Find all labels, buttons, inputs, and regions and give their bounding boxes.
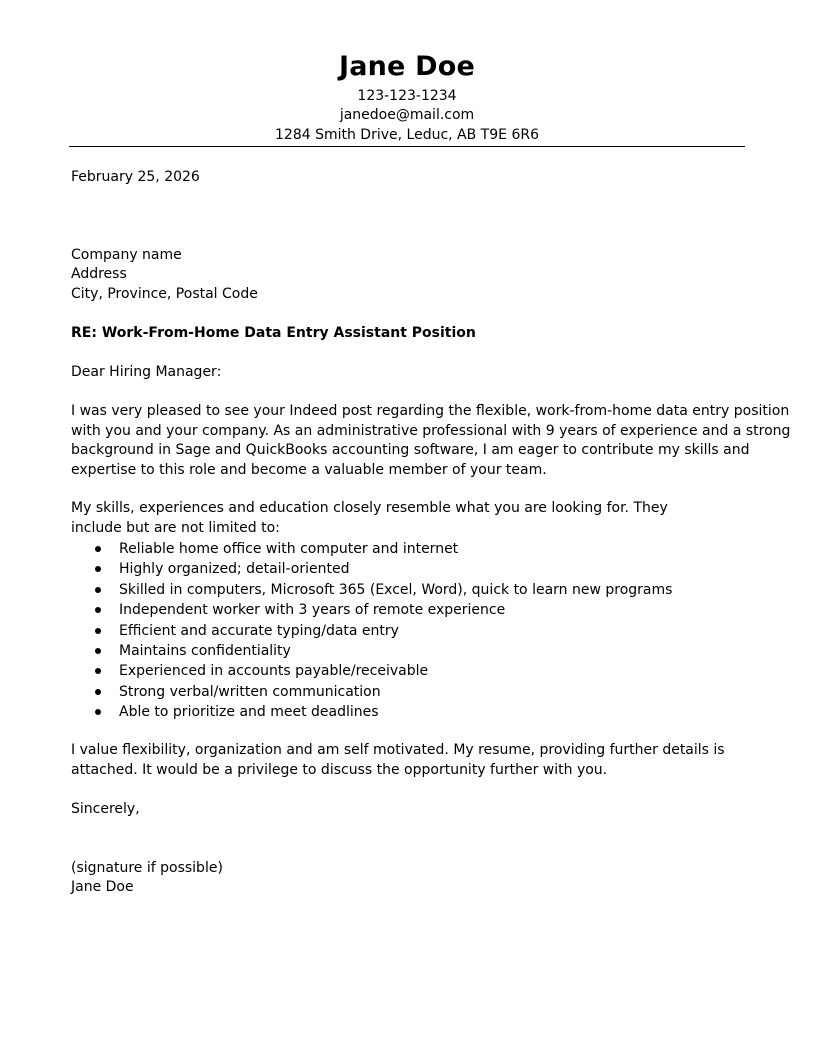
recipient-city-line: City, Province, Postal Code: [71, 286, 258, 302]
salutation: Dear Hiring Manager:: [71, 364, 222, 380]
skill-text: Highly organized; detail-oriented: [119, 561, 350, 578]
skill-text: Able to prioritize and meet deadlines: [119, 704, 379, 721]
subject-line: RE: Work-From-Home Data Entry Assistant Position: [71, 325, 476, 341]
intro-paragraph: [71, 402, 791, 480]
signature-name: Jane Doe: [71, 879, 134, 895]
skill-item: [71, 621, 672, 641]
skill-item: [71, 661, 672, 681]
skill-item: [71, 539, 672, 559]
bullet-icon: [95, 587, 101, 593]
closing-paragraph: [71, 741, 747, 780]
skills-intro-line: include but are not limited to:: [71, 519, 280, 536]
skill-text: Efficient and accurate typing/data entry: [119, 622, 399, 639]
skill-item: [71, 580, 672, 600]
signoff: Sincerely,: [71, 801, 140, 817]
skill-text: Independent worker with 3 years of remote experience: [119, 602, 506, 619]
closing-line: I value flexibility, organization and am self motivated. My resume, providing further details is: [71, 742, 725, 758]
header-divider: [69, 146, 745, 147]
bullet-icon: [95, 709, 101, 715]
sender-phone: 123-123-1234: [357, 88, 457, 104]
skill-text: Maintains confidentiality: [119, 642, 291, 659]
sender-address: 1284 Smith Drive, Leduc, AB T9E 6R6: [275, 127, 539, 143]
intro-line: with you and your company. As an administrative professional with 9 years of experience and a strong: [71, 422, 791, 439]
letter-date: February 25, 2026: [71, 169, 200, 185]
bullet-icon: [95, 566, 101, 572]
signature-note: (signature if possible): [71, 860, 223, 876]
bullet-icon: [95, 668, 101, 674]
intro-line: expertise to this role and become a valuable member of your team.: [71, 461, 547, 478]
intro-line: background in Sage and QuickBooks accounting software, I am eager to contribute my skills and: [71, 442, 750, 458]
recipient-company: Company name: [71, 247, 182, 263]
intro-line: I was very pleased to see your Indeed post regarding the flexible, work-from-home data entry position: [71, 403, 790, 419]
skills-intro-paragraph: [71, 499, 747, 538]
skills-intro-line: My skills, experiences and education closely resemble what you are looking for. They: [71, 500, 668, 516]
bullet-icon: [95, 607, 101, 613]
bullet-icon: [95, 546, 101, 552]
sender-email: janedoe@mail.com: [339, 107, 475, 123]
sender-name: Jane Doe: [338, 51, 476, 82]
skill-text: Skilled in computers, Microsoft 365 (Excel, Word), quick to learn new programs: [119, 581, 673, 598]
skill-text: Experienced in accounts payable/receivable: [119, 663, 429, 680]
bullet-icon: [95, 689, 101, 695]
bullet-icon: [95, 648, 101, 654]
skill-text: Strong verbal/written communication: [119, 683, 381, 700]
skill-item: [71, 559, 672, 579]
skill-item: [71, 600, 672, 620]
skills-list: [71, 539, 672, 723]
recipient-address: Address: [71, 266, 127, 282]
closing-line: attached. It would be a privilege to discuss the opportunity further with you.: [71, 761, 608, 778]
bullet-icon: [95, 628, 101, 634]
skill-text: Reliable home office with computer and internet: [119, 541, 459, 557]
skill-item: [71, 682, 672, 702]
skill-item: [71, 641, 672, 661]
skill-item: [71, 702, 672, 722]
